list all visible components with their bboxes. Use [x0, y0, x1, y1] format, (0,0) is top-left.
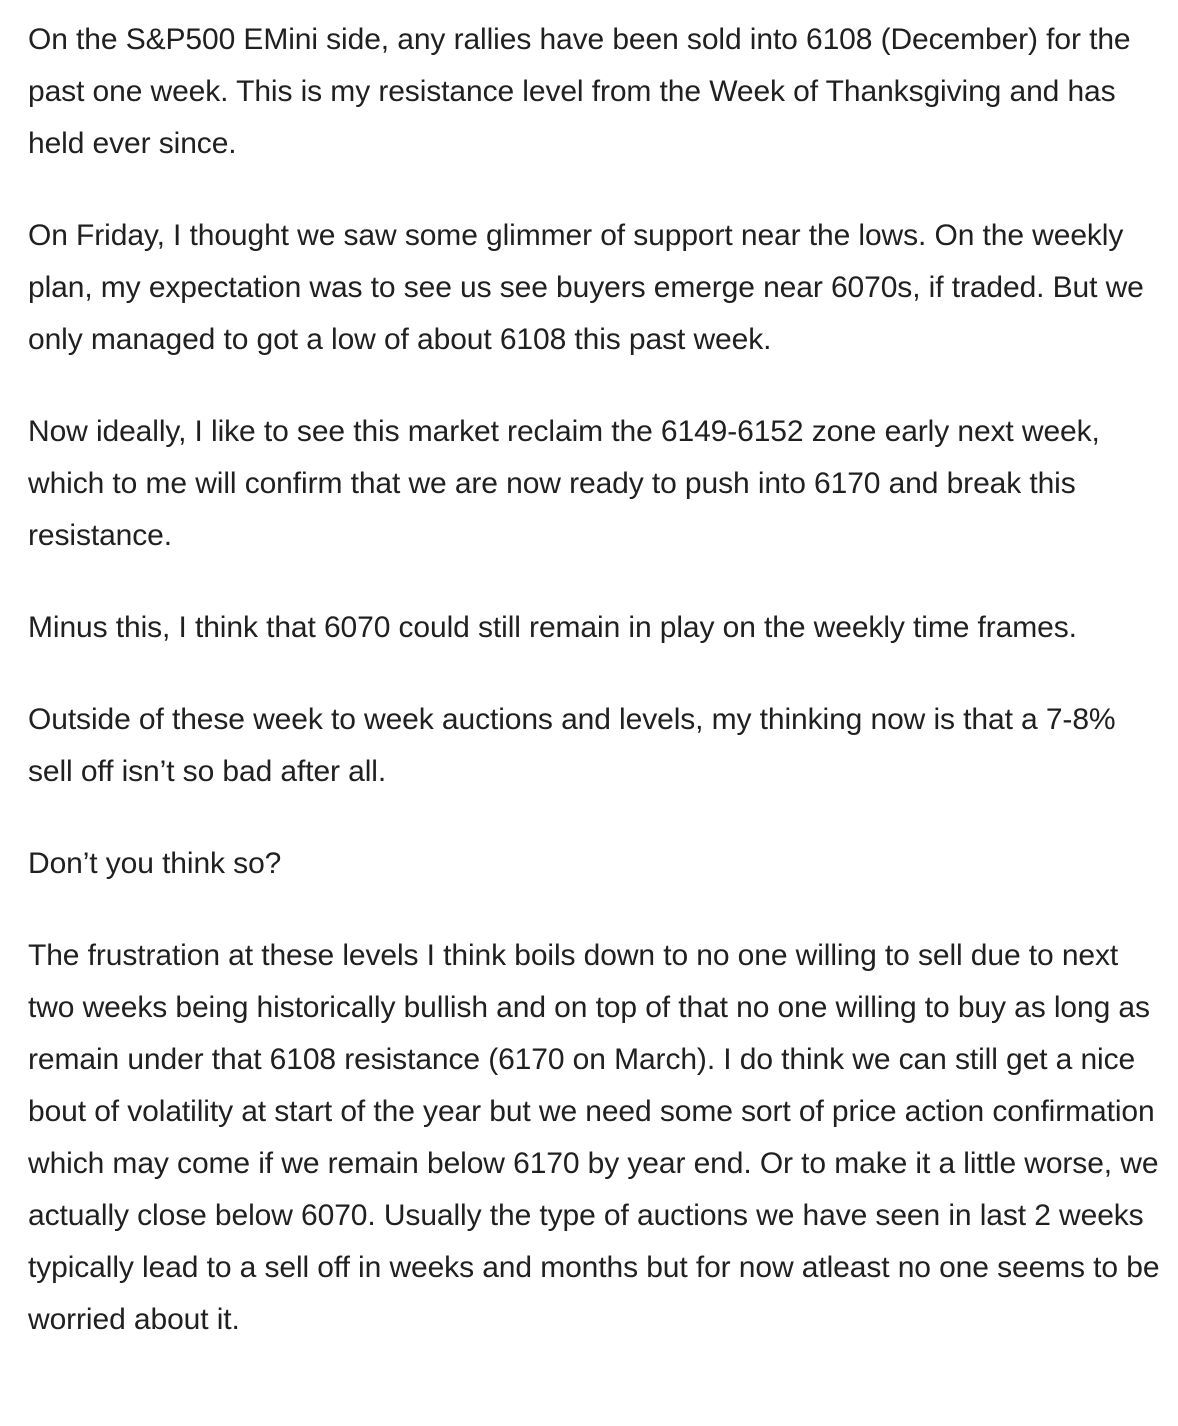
paragraph-reclaim-zone: Now ideally, I like to see this market reclaim the 6149-6152 zone early next week, which to me will confirm that we are now ready to push into 6170 and break this resistance. — [28, 415, 1100, 552]
paragraph-minus-this: Minus this, I think that 6070 could still remain in play on the weekly time frames. — [28, 611, 1077, 644]
article-body — [28, 14, 1168, 1346]
paragraph-emini-resistance: On the S&P500 EMini side, any rallies have been sold into 6108 (December) for the past one week. This is my resistance level from the Week of Thanksgiving and has held ever since. — [28, 23, 1131, 160]
paragraph-friday-support: On Friday, I thought we saw some glimmer of support near the lows. On the weekly plan, my expectation was to see us see buyers emerge near 6070s, if traded. But we only managed to got a low of about 6108 this past week. — [28, 219, 1144, 356]
paragraph-question: Don’t you think so? — [28, 847, 282, 880]
paragraph-frustration: The frustration at these levels I think boils down to no one willing to sell due to next two weeks being historically bullish and on top of that no one willing to buy as long as remain under that 6108 resistance (6170 on March). I do think we can still get a nice bout of volatility at start of the year but we need some sort of price action confirmation which may come if we remain below 6170 by year end. Or to make it a little worse, we actually close below 6070. Usually the type of auctions we have seen in last 2 weeks typically lead to a sell off in weeks and months but for now atleast no one seems to be worried about it. — [28, 939, 1160, 1336]
paragraph-sell-off-thinking: Outside of these week to week auctions and levels, my thinking now is that a 7-8% sell off isn’t so bad after all. — [28, 703, 1116, 788]
